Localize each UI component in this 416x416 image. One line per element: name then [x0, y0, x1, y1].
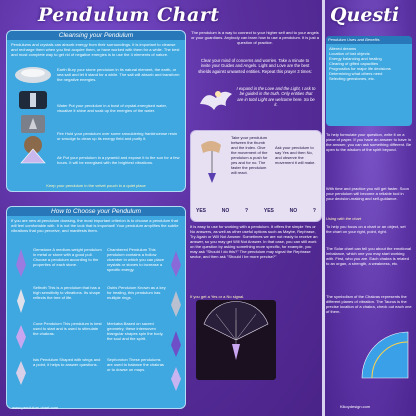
cleanse-intro: Pendulums and crystals can absorb energy from their surroundings. It is important to cleanse and recharge them when you first acquire them, or have worked with them for a while. The best and most complete way to get rid of negative energies is to use the 4 elements of nature.: [11, 42, 180, 57]
no-label-1: NO: [221, 208, 230, 214]
right-page-title: Questi: [330, 4, 400, 26]
choose-col-7: Merkaba Based on sacred geometry, these interwoven triangular shapes spin the body, the soul and the spirit.: [107, 321, 164, 341]
choose-col-4: Isis Pendulum Shaped with wings and a point, it helps to answer questions.: [33, 357, 101, 367]
cleanse-heading: Cleansing your Pendulum: [7, 31, 185, 40]
benefit-item: Clearing of gifted capacities: [329, 61, 379, 66]
benefit-item: Selecting gemstones, etc.: [329, 76, 375, 81]
prayer-text: I expand in the Love and the Light, I ask to be guided in the truth. Only entities that are in total Light are welcome here. So be it.: [236, 86, 316, 108]
choose-intro: If you are new at pendulum dowsing, the most important criterion is to choose a pendulum that will feel comfortable with. It is not the look that is important! Your pendulum amplifies the subtle vibrations that you perceive, and manifests them.: [11, 218, 179, 233]
right-p4: The Solar chart can tell you about the emotional imbalance, which one you may start working with. First, who you are. Each chakra is related to an organ, a strength, a weakness, etc.: [326, 246, 411, 266]
choose-col-6: Osiris Pendulum Known as a key for healing, this pendulum has multiple rings.: [107, 285, 166, 300]
usage-text: [190, 224, 320, 304]
choose-col-2: Sefiroth This is a pendulum that has a high sensitivity to vibrations. Its shape reflects the tree of life.: [33, 285, 101, 300]
benefit-item: Location of lost objects: [329, 51, 370, 56]
yes-no-row: [196, 208, 316, 220]
benefit-item: Determining what others need: [329, 71, 383, 76]
cleanse-footer: Keep your pendulum in the velvet pouch in a quiet place: [46, 183, 146, 188]
no-label-2: NO: [289, 208, 298, 214]
right-p2: With time and practice you will get faster. Soon your pendulum will become a reliable tool in your decision-making and self-guidance.: [326, 186, 409, 201]
right-p3: To help you focus on a chart or an object, set the chart on your right, point, right.: [326, 224, 406, 234]
maybe-label-2: ?: [312, 208, 316, 214]
cleanse-images: [11, 63, 55, 178]
usage-small: If you get a Yes or a No signal.: [190, 294, 245, 299]
cleanse-earth: Earth Bury your stone pendulum in its natural element, the earth, or sea salt and let it stand for a while. The salt will absorb and transform the negative energies.: [57, 67, 180, 82]
pendulum-chart-image: [196, 300, 276, 380]
benefit-item: Altered dreams: [329, 46, 357, 51]
benefit-item: Energy balancing and healing: [329, 56, 382, 61]
take-text: Take your pendulum between the thumb and the index. Give the movement of the pendulum a push for yes and for no. The faster the pendulum will react.: [231, 135, 268, 175]
cleanse-box: [6, 30, 186, 192]
benefits-heading: Pendulum Uses and Benefits: [326, 36, 412, 44]
choose-col-3: Cone Pendulum This pendulum is best used to start and is used to stimulate the chakras.: [33, 321, 102, 336]
cleanse-water: Water Put your pendulum in a bowl of crystal-energised water, visualize it shine and soak up the energies of the water.: [57, 103, 167, 113]
benefits-box: [326, 36, 412, 126]
choose-col-1: Gemstone A medium-weight pendulum in metal or stone with a good pull. Choose a pendulum according to the properties of each stone.: [33, 247, 102, 267]
pendulum-icons-right: [169, 247, 183, 397]
choose-heading: How to Choose your Pendulum: [7, 207, 185, 216]
hand-pendulum-icon: [195, 135, 229, 185]
intro-p1: The pendulum is a way to connect to your higher self and to your angels or your guardians. Anybody can learn how to use a pendulum. It is just a question of practice.: [191, 30, 319, 45]
footer-left[interactable]: www.pendulum-chart.com: [12, 405, 59, 410]
choose-col-8: Sephoroton These pendulums are used to balance the chakras or to dowse on maps.: [107, 357, 164, 372]
choose-box: [6, 206, 186, 409]
right-p5: The symbolism of the Chakras represents the different planes of vibration. The Taurus is the precise location of a chakra, check out each one of them.: [326, 294, 412, 314]
benefit-item: Prognostics for major life decisions: [329, 66, 391, 71]
right-p1: To help formulate your question, write it on a piece of paper. If you have an answer to have in the answer, you can ask something different. Be open to the wisdom of the spirit beyond.: [326, 132, 412, 152]
yes-label-1: YES: [196, 208, 207, 214]
page-title: Pendulum Chart: [38, 4, 220, 26]
angel-icon: [196, 84, 236, 118]
cleanse-air: Air Put your pendulum in a pyramid and expose it to the sun for a few hours. It will be energised with the brightest vibrations.: [57, 155, 180, 165]
choose-col-5: Chambered Pendulum This pendulum contains a hollow chamber in which you can place crystals or stones to increase a specific energy.: [107, 247, 164, 272]
take-text2: Ask your pendulum to say Yes and then No, and observe the movement it will make.: [275, 145, 316, 165]
mini-chart-icon: [360, 330, 410, 380]
maybe-label-1: ?: [245, 208, 249, 214]
pendulum-icons-left: [11, 245, 31, 405]
footer-right[interactable]: Kikoydesign.com: [340, 404, 371, 409]
cleanse-fire: Fire Hold your pendulum over some smouldering frankincense resin or smudge to clean up its energy field and purify it.: [57, 131, 178, 141]
right-sub-heading: Using with the chart: [326, 216, 362, 221]
usage-p1: It is easy to use for working with a pendulum. It offers the simple Yes or No answers, as well as other useful options such as Maybe, Rephrase, Try Again or Will Not Answer. Sometimes we are not ready to receive an answer, so you may get Will Not Answer. In that case, you can still work on the question by asking something more specific, for example, you may ask "Should I do this?" The pendulum may signal the Rephrase sector, and then ask "Should I be more precise?": [190, 224, 318, 259]
benefits-list: [326, 44, 412, 83]
intro-p2: Clear your mind of concerns and worries. Take a minute to invite your Guides and Angels. Light and Love are the best shields against unwanted entities. Repeat this prayer 3 times:: [198, 58, 312, 74]
yes-label-2: YES: [263, 208, 274, 214]
